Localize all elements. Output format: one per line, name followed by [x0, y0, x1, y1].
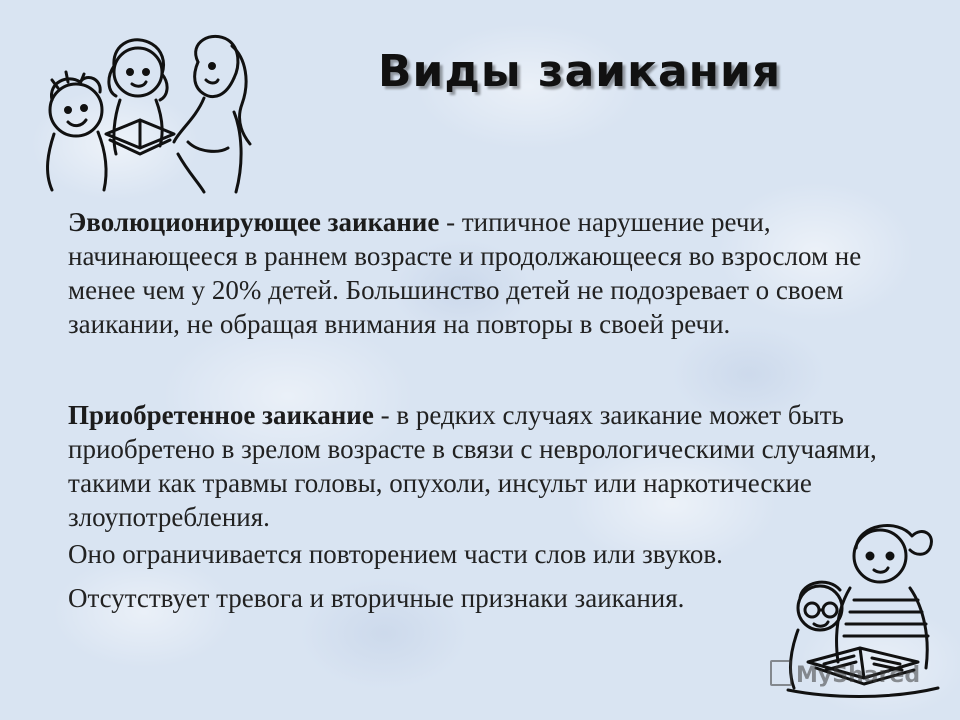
term-acquired-stuttering: Приобретенное заикание [68, 400, 374, 430]
watermark [770, 660, 920, 688]
paragraph-evolving-stuttering [68, 205, 918, 341]
paragraph-details-text: Оно ограничивается повторением части слов или звуков. Отсутствует тревога и вторичные признаки заикания. [68, 539, 723, 613]
paragraph-acquired-text: - в редких случаях заикание может быть приобретено в зрелом возрасте в связи с неврологическими случаями, такими как травмы головы, опухоли, инсульт или наркотические злоупотребления. [68, 400, 877, 532]
term-evolving-stuttering: Эволюционирующее заикание [68, 207, 440, 237]
paragraph-evolving-text: - типичное нарушение речи, начинающееся в раннем возрасте и продолжающееся во взрослом не менее чем у 20% детей. Большинство детей не подозревает о своем заикании, не обращая внимания на повторы в своей речи. [68, 207, 862, 339]
paragraph-acquired-details [68, 532, 788, 620]
watermark-logo-icon [770, 660, 792, 686]
slide-title: Виды заикания [378, 46, 782, 97]
children-with-teacher-icon [28, 22, 258, 194]
watermark-text: MyShared [796, 663, 921, 688]
